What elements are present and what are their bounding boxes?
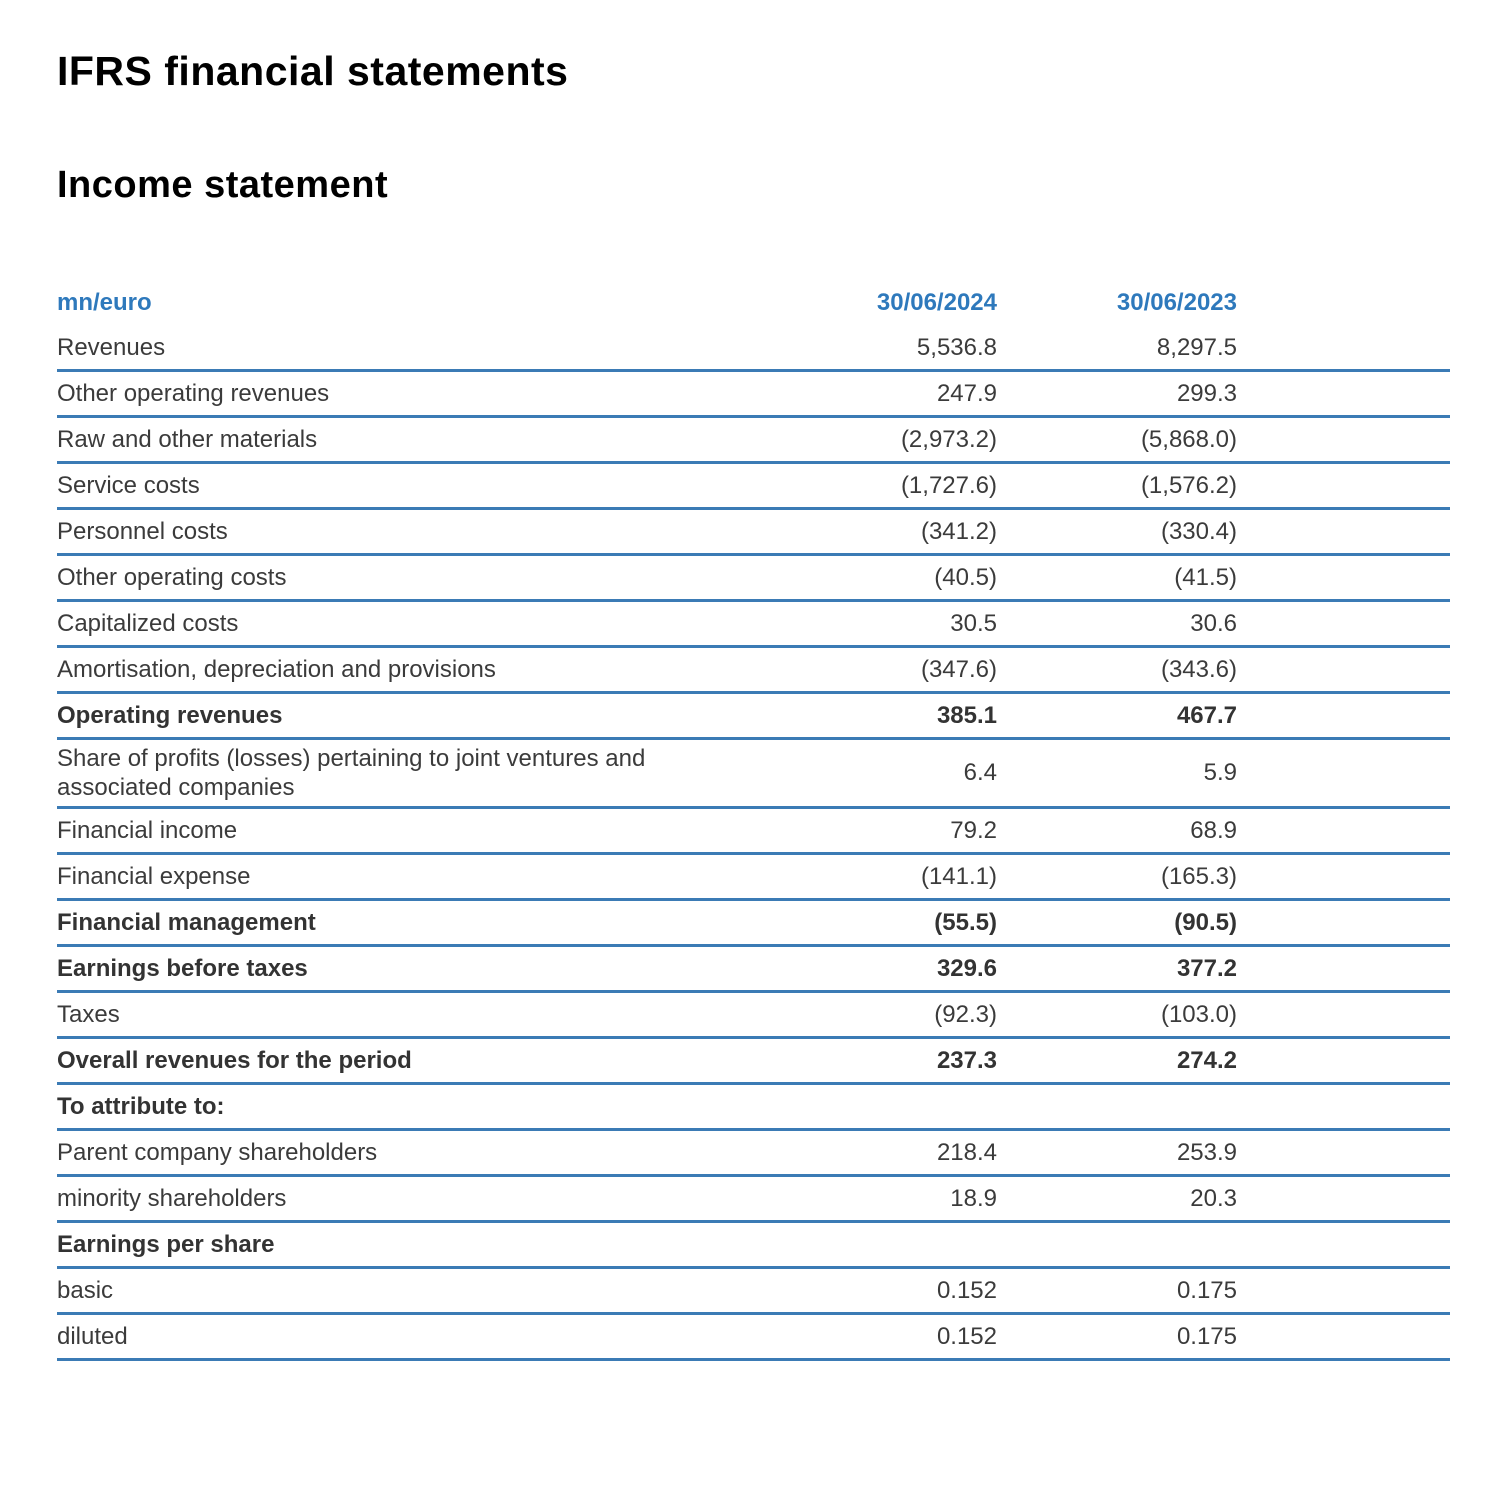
value-2023: 20.3 (1190, 1185, 1237, 1213)
column-header-2024: 30/06/2024 (876, 289, 997, 317)
value-2024: (347.6) (920, 655, 997, 683)
table-row (57, 602, 1450, 648)
table-row (57, 510, 1450, 556)
value-2024 (757, 1241, 997, 1249)
table-row (57, 556, 1450, 602)
value-2024: 5,536.8 (916, 333, 997, 361)
row-label: Revenues (57, 333, 166, 361)
table-row (57, 1177, 1450, 1223)
row-label: Financial expense (57, 863, 251, 891)
table-row (57, 740, 1450, 810)
value-2023: 68.9 (1190, 817, 1237, 845)
value-2023: (165.3) (1160, 863, 1237, 891)
value-2023: (1,576.2) (1140, 471, 1237, 499)
row-label: Capitalized costs (57, 609, 239, 637)
row-label: Personnel costs (57, 517, 228, 545)
value-2024: (2,973.2) (900, 425, 997, 453)
table-row (57, 947, 1450, 993)
row-label: Other operating costs (57, 563, 287, 591)
value-2023: 299.3 (1176, 379, 1237, 407)
table-row (57, 326, 1450, 372)
value-2024: 0.152 (936, 1323, 997, 1351)
value-2023: (41.5) (1174, 563, 1237, 591)
row-label: Raw and other materials (57, 425, 318, 453)
value-2023: (5,868.0) (1140, 425, 1237, 453)
row-label: Service costs (57, 471, 200, 499)
table-row (57, 1039, 1450, 1085)
row-label: Overall revenues for the period (57, 1047, 412, 1075)
table-row (57, 1085, 1450, 1131)
row-label: To attribute to: (57, 1093, 225, 1121)
value-2024: 385.1 (936, 701, 997, 729)
value-2023: (330.4) (1160, 517, 1237, 545)
value-2023 (997, 1241, 1237, 1249)
row-label: Taxes (57, 1001, 120, 1029)
table-header-row (57, 280, 1450, 326)
value-2024: (341.2) (920, 517, 997, 545)
table-row (57, 418, 1450, 464)
value-2023: 5.9 (1203, 759, 1237, 787)
row-label: diluted (57, 1323, 128, 1351)
table-row (57, 901, 1450, 947)
value-2024: (40.5) (934, 563, 997, 591)
value-2023: 30.6 (1190, 609, 1237, 637)
row-label: minority shareholders (57, 1185, 287, 1213)
table-row (57, 1315, 1450, 1361)
section-title: Income statement (57, 164, 389, 207)
value-2023: (343.6) (1160, 655, 1237, 683)
column-header-2023: 30/06/2023 (1116, 289, 1237, 317)
value-2024: 79.2 (950, 817, 997, 845)
value-2024 (757, 1103, 997, 1111)
value-2024: 0.152 (936, 1277, 997, 1305)
table-row (57, 1223, 1450, 1269)
value-2023: 467.7 (1176, 701, 1237, 729)
value-2024: (1,727.6) (900, 471, 997, 499)
value-2024: 237.3 (936, 1047, 997, 1075)
value-2023 (997, 1103, 1237, 1111)
value-2023: 377.2 (1176, 955, 1237, 983)
value-2023: 0.175 (1176, 1323, 1237, 1351)
table-row (57, 1269, 1450, 1315)
value-2024: 247.9 (936, 379, 997, 407)
row-label: Earnings before taxes (57, 955, 308, 983)
row-label: Financial management (57, 909, 316, 937)
income-statement-table (57, 280, 1450, 1362)
value-2023: 8,297.5 (1156, 333, 1237, 361)
row-label: Parent company shareholders (57, 1139, 378, 1167)
value-2023: 0.175 (1176, 1277, 1237, 1305)
value-2023: 253.9 (1176, 1139, 1237, 1167)
value-2023: (103.0) (1160, 1001, 1237, 1029)
value-2024: (92.3) (934, 1001, 997, 1029)
table-row (57, 809, 1450, 855)
table-row (57, 372, 1450, 418)
value-2024: 30.5 (950, 609, 997, 637)
value-2024: (55.5) (934, 909, 997, 937)
row-label: Financial income (57, 817, 238, 845)
table-row (57, 648, 1450, 694)
value-2023: 274.2 (1176, 1047, 1237, 1075)
table-row (57, 855, 1450, 901)
row-label: Operating revenues (57, 701, 283, 729)
value-2024: (141.1) (920, 863, 997, 891)
unit-label: mn/euro (57, 289, 152, 317)
row-label: Amortisation, depreciation and provisions (57, 655, 496, 683)
value-2024: 6.4 (963, 759, 997, 787)
row-label: basic (57, 1277, 114, 1305)
table-row (57, 993, 1450, 1039)
table-body (57, 326, 1450, 1362)
row-label: Earnings per share (57, 1231, 275, 1259)
value-2024: 18.9 (950, 1185, 997, 1213)
row-label: Share of profits (losses) pertaining to joint ventures and associated companies (57, 744, 646, 802)
table-row (57, 464, 1450, 510)
value-2023: (90.5) (1174, 909, 1237, 937)
row-label: Other operating revenues (57, 379, 330, 407)
value-2024: 329.6 (936, 955, 997, 983)
page-title: IFRS financial statements (57, 48, 569, 94)
table-row (57, 694, 1450, 740)
table-row (57, 1131, 1450, 1177)
value-2024: 218.4 (936, 1139, 997, 1167)
